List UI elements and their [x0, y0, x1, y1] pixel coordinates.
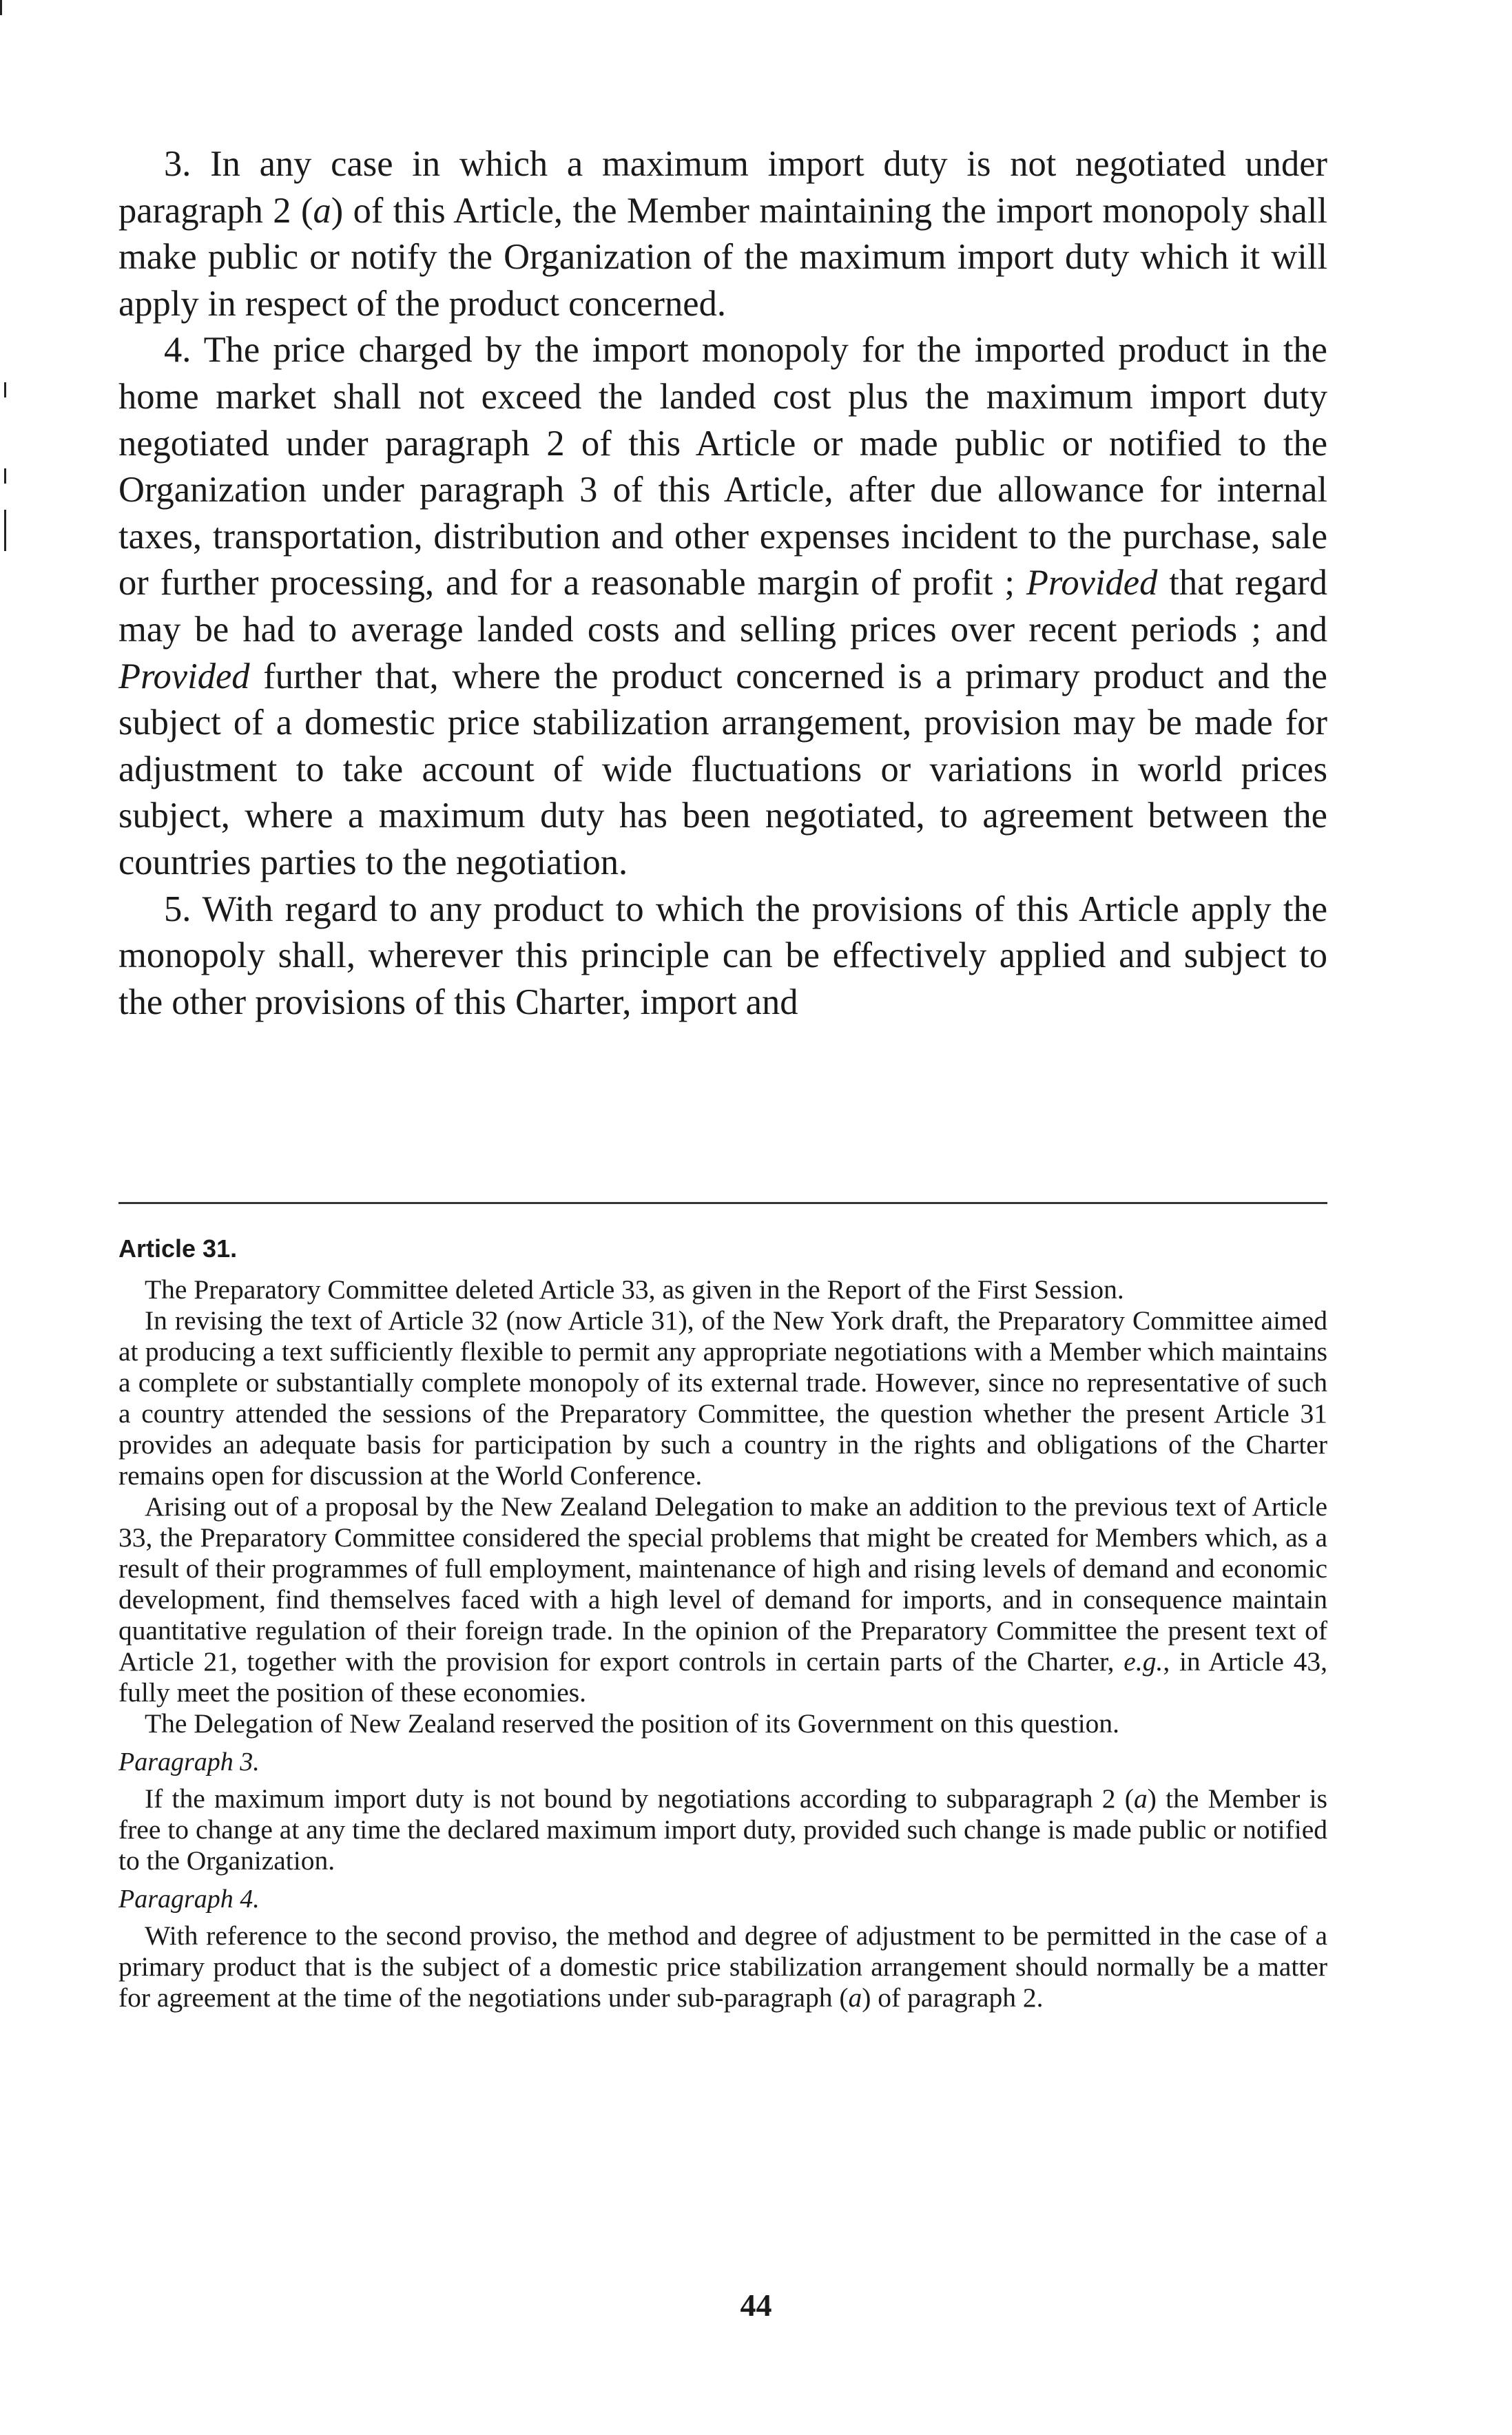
subheading-paragraph-3: Paragraph 3. [118, 1748, 260, 1776]
note-paragraph: If the maximum import duty is not bound by negotiations according to subparagraph 2 (a) the Member is free to change at any time the declared maximum import duty, provided such change is made public or notified to the Organization. [118, 1783, 1327, 1876]
notes-heading: Article 31. [118, 1234, 238, 1263]
note-paragraph: The Delegation of New Zealand reserved the position of its Government on this question. [145, 1708, 1120, 1739]
margin-mark [4, 382, 6, 397]
footnotes [118, 1233, 1327, 2013]
note-paragraph: Arising out of a proposal by the New Zealand Delegation to make an addition to the previous text of Article 33, the Preparatory Committee considered the special problems that might be created for Members which, as a result of their programmes of full employment, maintenance of high and rising levels of demand and economic development, find themselves faced with a high level of demand for imports, and in consequence maintain quantitative regulation of their foreign trade. In the opinion of the Preparatory Committee the present text of Article 21, together with the provision for export controls in certain parts of the Charter, e.g., in Article 43, fully meet the position of these economies. [118, 1491, 1327, 1708]
paragraph-3: 3. In any case in which a maximum import duty is not negotiated under paragraph 2 (a) of this Article, the Member maintaining the import monopoly shall make public or notify the Organization of the maximum import duty which it will apply in respect of the product concerned. [118, 144, 1328, 324]
page-number: 44 [740, 2288, 772, 2323]
margin-mark [4, 510, 6, 551]
main-text [118, 141, 1327, 1026]
margin-mark [0, 0, 2, 15]
footnote-divider [118, 1202, 1327, 1204]
note-paragraph: In revising the text of Article 32 (now Article 31), of the New York draft, the Preparatory Committee aimed at producing a text sufficiently flexible to permit any appropriate negotiations with a Member which maintains a complete or substantially complete monopoly of its external trade. However, since no representative of such a country attended the sessions of the Preparatory Committee, the question whether the present Article 31 provides an adequate basis for participation by such a country in the rights and obligations of the Charter remains open for discussion at the World Conference. [118, 1305, 1327, 1491]
subheading-paragraph-4: Paragraph 4. [118, 1885, 260, 1914]
margin-mark [4, 468, 6, 484]
paragraph-4: 4. The price charged by the import monopoly for the imported product in the home market shall not exceed the landed cost plus the maximum import duty negotiated under paragraph 2 of this Article or made public or notified to the Organization under paragraph 3 of this Article, after due allowance for internal taxes, transportation, distribution and other expenses incident to the purchase, sale or further processing, and for a reasonable margin of profit ; Provided that regard may be had to average landed costs and selling prices over recent periods ; and Provided further that, where the product concerned is a primary product and the subject of a domestic price stabilization arrangement, provision may be made for adjustment to take account of wide fluctuations or variations in world prices subject, where a maximum duty has been negotiated, to agreement between the countries parties to the negotiation. [118, 330, 1327, 882]
note-paragraph: With reference to the second proviso, the method and degree of adjustment to be permitted in the case of a primary product that is the subject of a domestic price stabilization arrangement should normally be a matter for agreement at the time of the negotiations under sub-paragraph (a) of paragraph 2. [118, 1920, 1327, 2013]
paragraph-5: 5. With regard to any product to which the provisions of this Article apply the monopoly shall, wherever this principle can be effectively applied and subject to the other provisions of this Charter, import and [118, 889, 1327, 1022]
note-paragraph: The Preparatory Committee deleted Article 33, as given in the Report of the First Session. [145, 1274, 1124, 1305]
